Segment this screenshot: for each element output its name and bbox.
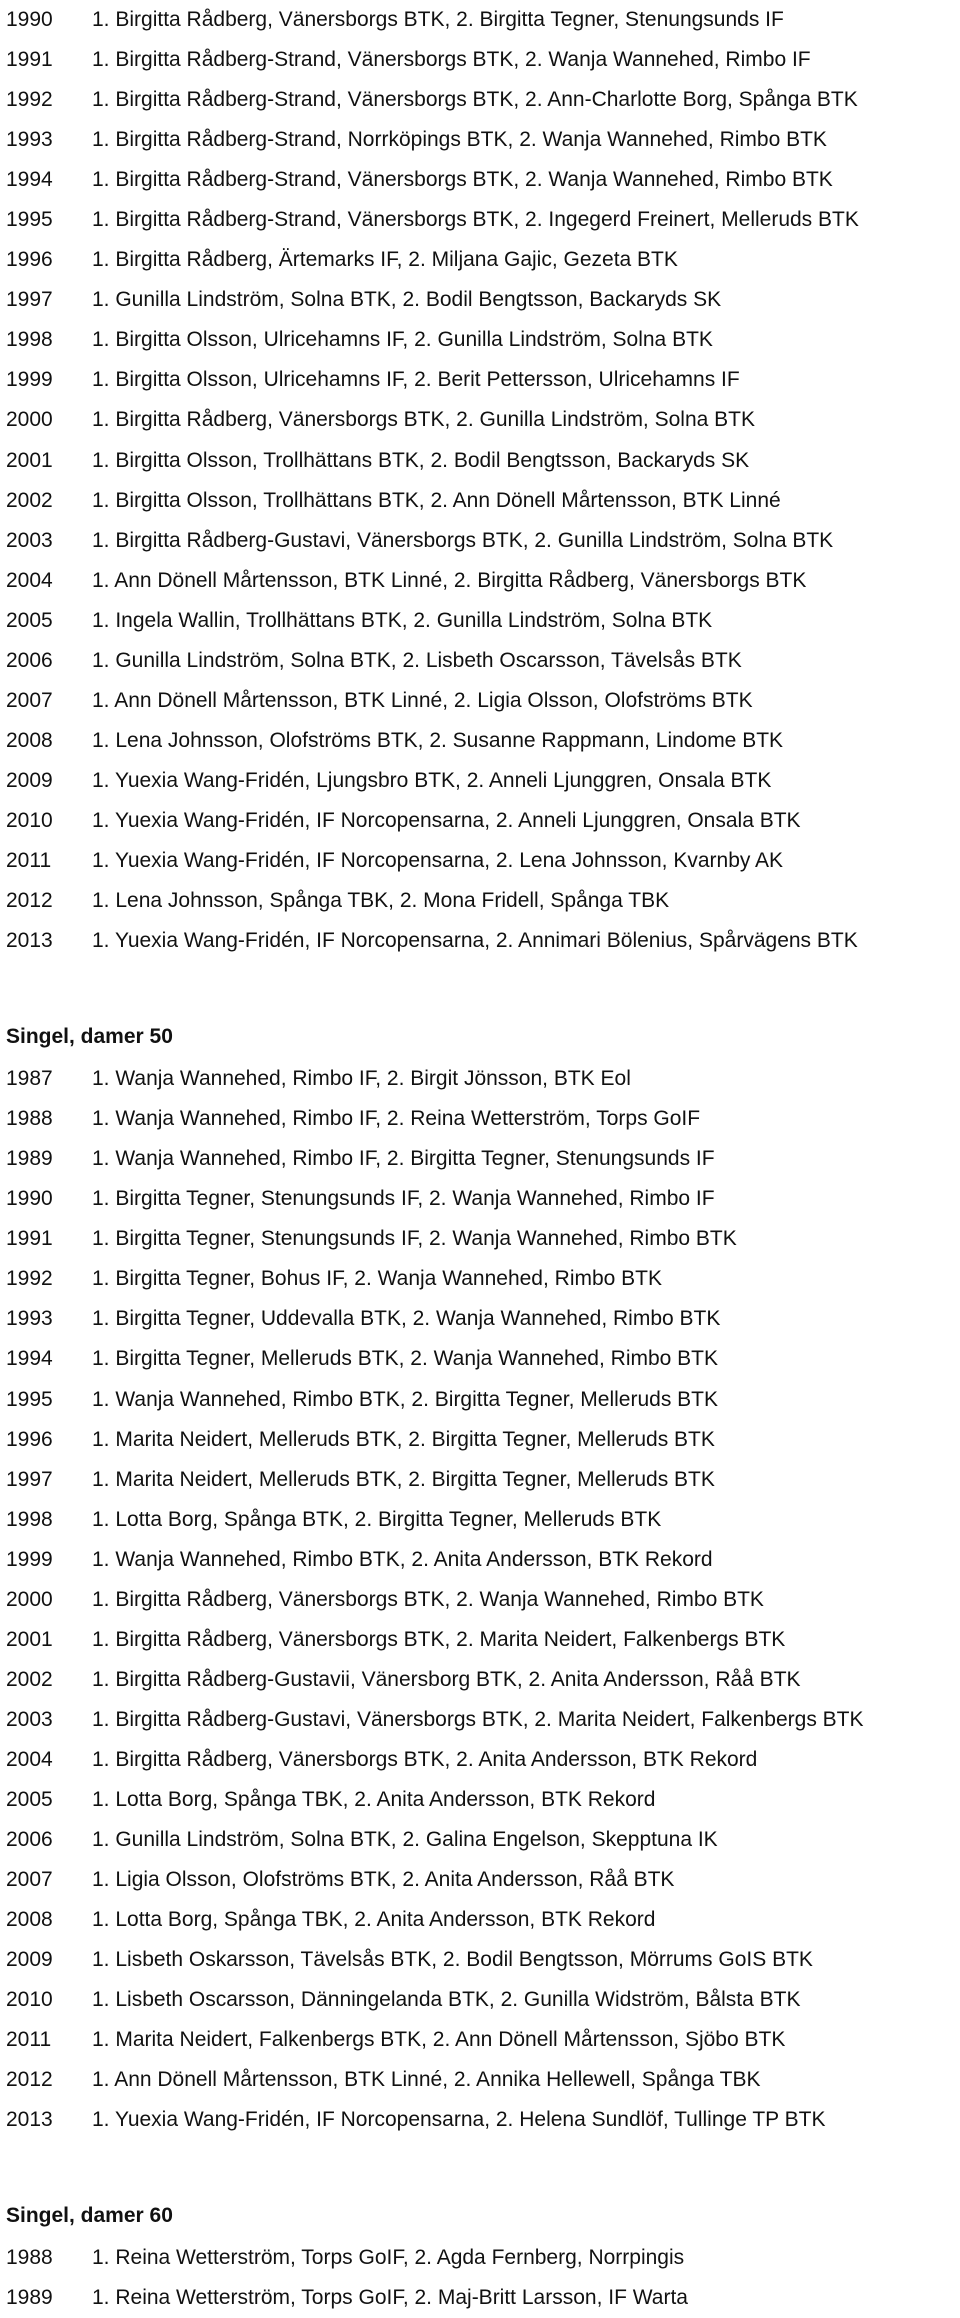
result-year: 2013 [6, 2108, 53, 2132]
result-text: 1. Wanja Wannehed, Rimbo IF, 2. Birgit Jönsson, BTK Eol [92, 1067, 631, 1091]
result-text: 1. Birgitta Rådberg-Gustavi, Vänersborgs BTK, 2. Marita Neidert, Falkenbergs BTK [92, 1707, 864, 1731]
result-text: 1. Birgitta Rådberg-Gustavi, Vänersborgs BTK, 2. Gunilla Lindström, Solna BTK [92, 528, 834, 552]
result-text: 1. Ligia Olsson, Olofströms BTK, 2. Anita Andersson, Råå BTK [92, 1868, 675, 1892]
result-year: 1992 [6, 88, 53, 112]
results-section-damer-60 [0, 2194, 960, 2318]
result-row [0, 2060, 960, 2100]
result-year: 2002 [6, 1667, 53, 1691]
result-year: 2005 [6, 1787, 53, 1811]
result-row [0, 441, 960, 481]
result-row [0, 521, 960, 561]
result-year: 2010 [6, 808, 53, 832]
result-text: 1. Ann Dönell Mårtensson, BTK Linné, 2. Ligia Olsson, Olofströms BTK [92, 688, 753, 712]
result-row [0, 801, 960, 841]
result-text: 1. Birgitta Olsson, Ulricehamns IF, 2. Berit Pettersson, Ulricehamns IF [92, 368, 740, 392]
result-text: 1. Birgitta Rådberg, Vänersborgs BTK, 2. Gunilla Lindström, Solna BTK [92, 408, 755, 432]
result-year: 1993 [6, 1307, 53, 1331]
result-text: 1. Birgitta Rådberg, Vänersborgs BTK, 2. Anita Andersson, BTK Rekord [92, 1747, 758, 1771]
result-row [0, 1860, 960, 1900]
result-row [0, 761, 960, 801]
result-row [0, 80, 960, 120]
result-row [0, 1900, 960, 1940]
result-row [0, 360, 960, 400]
result-year: 2002 [6, 488, 53, 512]
result-text: 1. Marita Neidert, Falkenbergs BTK, 2. Ann Dönell Mårtensson, Sjöbo BTK [92, 2028, 786, 2052]
result-row [0, 1059, 960, 1099]
result-text: 1. Birgitta Rådberg, Vänersborgs BTK, 2. Marita Neidert, Falkenbergs BTK [92, 1627, 786, 1651]
section-spacer [0, 961, 960, 1015]
result-text: 1. Lisbeth Oskarsson, Tävelsås BTK, 2. Bodil Bengtsson, Mörrums GoIS BTK [92, 1948, 813, 1972]
result-year: 1996 [6, 1427, 53, 1451]
result-row [0, 641, 960, 681]
result-text: 1. Birgitta Tegner, Bohus IF, 2. Wanja Wannehed, Rimbo BTK [92, 1267, 663, 1291]
result-year: 2006 [6, 1828, 53, 1852]
result-text: 1. Birgitta Rådberg, Vänersborgs BTK, 2. Wanja Wannehed, Rimbo BTK [92, 1587, 764, 1611]
result-year: 1990 [6, 1187, 53, 1211]
result-row [0, 0, 960, 40]
result-year: 1987 [6, 1067, 53, 1091]
result-year: 1998 [6, 328, 53, 352]
result-text: 1. Lotta Borg, Spånga TBK, 2. Anita Andersson, BTK Rekord [92, 1908, 656, 1932]
section-heading: Singel, damer 50 [6, 1025, 173, 1049]
result-year: 2004 [6, 568, 53, 592]
result-row [0, 1339, 960, 1379]
result-year: 1990 [6, 8, 53, 31]
result-year: 1992 [6, 1267, 53, 1291]
result-year: 2003 [6, 528, 53, 552]
section-spacer [0, 2140, 960, 2194]
result-year: 1999 [6, 368, 53, 392]
result-year: 2010 [6, 1988, 53, 2012]
result-row [0, 1420, 960, 1460]
result-text: 1. Lotta Borg, Spånga TBK, 2. Anita Andersson, BTK Rekord [92, 1787, 656, 1811]
result-text: 1. Wanja Wannehed, Rimbo IF, 2. Reina Wetterström, Torps GoIF [92, 1107, 701, 1131]
result-year: 1997 [6, 288, 53, 312]
result-row [0, 1460, 960, 1500]
section-heading: Singel, damer 60 [6, 2204, 173, 2228]
result-row [0, 1820, 960, 1860]
result-row [0, 1940, 960, 1980]
result-row [0, 1139, 960, 1179]
result-year: 2005 [6, 608, 53, 632]
result-text: 1. Birgitta Rådberg-Gustavii, Vänersborg BTK, 2. Anita Andersson, Råå BTK [92, 1667, 801, 1691]
result-year: 1994 [6, 168, 53, 192]
result-row [0, 2238, 960, 2278]
result-row [0, 1780, 960, 1820]
result-year: 1988 [6, 1107, 53, 1131]
result-text: 1. Birgitta Tegner, Stenungsunds IF, 2. Wanja Wannehed, Rimbo IF [92, 1187, 715, 1211]
result-year: 1995 [6, 208, 53, 232]
result-text: 1. Yuexia Wang-Fridén, Ljungsbro BTK, 2. Anneli Ljunggren, Onsala BTK [92, 768, 772, 792]
result-year: 1999 [6, 1547, 53, 1571]
result-text: 1. Reina Wetterström, Torps GoIF, 2. Maj-Britt Larsson, IF Warta [92, 2286, 688, 2310]
result-row [0, 1700, 960, 1740]
result-row [0, 681, 960, 721]
result-text: 1. Birgitta Rådberg, Vänersborgs BTK, 2. Birgitta Tegner, Stenungsunds IF [92, 8, 784, 31]
result-row [0, 1219, 960, 1259]
result-text: 1. Wanja Wannehed, Rimbo BTK, 2. Anita Andersson, BTK Rekord [92, 1547, 713, 1571]
result-text: 1. Wanja Wannehed, Rimbo BTK, 2. Birgitta Tegner, Melleruds BTK [92, 1387, 719, 1411]
result-text: 1. Birgitta Rådberg-Strand, Vänersborgs BTK, 2. Wanja Wannehed, Rimbo IF [92, 48, 811, 72]
result-text: 1. Reina Wetterström, Torps GoIF, 2. Agda Fernberg, Norrpingis [92, 2246, 685, 2270]
result-text: 1. Birgitta Olsson, Trollhättans BTK, 2. Bodil Bengtsson, Backaryds SK [92, 448, 750, 472]
result-text: 1. Yuexia Wang-Fridén, IF Norcopensarna, 2. Helena Sundlöf, Tullinge TP BTK [92, 2108, 826, 2132]
result-row [0, 2100, 960, 2140]
result-text: 1. Marita Neidert, Melleruds BTK, 2. Birgitta Tegner, Melleruds BTK [92, 1427, 715, 1451]
result-year: 2009 [6, 768, 53, 792]
result-row [0, 841, 960, 881]
result-row [0, 1179, 960, 1219]
result-row [0, 1980, 960, 2020]
result-text: 1. Lisbeth Oscarsson, Dänningelanda BTK, 2. Gunilla Widström, Bålsta BTK [92, 1988, 801, 2012]
result-year: 1998 [6, 1507, 53, 1531]
results-section-top [0, 0, 960, 961]
result-row [0, 2020, 960, 2060]
result-text: 1. Birgitta Olsson, Ulricehamns IF, 2. Gunilla Lindström, Solna BTK [92, 328, 713, 352]
result-text: 1. Yuexia Wang-Fridén, IF Norcopensarna, 2. Lena Johnsson, Kvarnby AK [92, 848, 784, 872]
result-row [0, 481, 960, 521]
result-row [0, 1500, 960, 1540]
result-text: 1. Gunilla Lindström, Solna BTK, 2. Bodil Bengtsson, Backaryds SK [92, 288, 722, 312]
result-year: 1994 [6, 1347, 53, 1371]
result-text: 1. Birgitta Tegner, Melleruds BTK, 2. Wanja Wannehed, Rimbo BTK [92, 1347, 719, 1371]
result-year: 2006 [6, 648, 53, 672]
result-year: 2000 [6, 1587, 53, 1611]
result-row [0, 1259, 960, 1299]
result-year: 1993 [6, 128, 53, 152]
result-row [0, 1099, 960, 1139]
result-text: 1. Marita Neidert, Melleruds BTK, 2. Birgitta Tegner, Melleruds BTK [92, 1467, 715, 1491]
result-text: 1. Ann Dönell Mårtensson, BTK Linné, 2. Annika Hellewell, Spånga TBK [92, 2068, 761, 2092]
result-row [0, 1380, 960, 1420]
result-text: 1. Birgitta Rådberg-Strand, Vänersborgs BTK, 2. Ann-Charlotte Borg, Spånga BTK [92, 88, 858, 112]
result-year: 2011 [6, 2028, 52, 2052]
result-row [0, 400, 960, 440]
result-year: 2009 [6, 1948, 53, 1972]
result-text: 1. Birgitta Rådberg-Strand, Vänersborgs BTK, 2. Wanja Wannehed, Rimbo BTK [92, 168, 833, 192]
result-year: 1997 [6, 1467, 53, 1491]
result-row [0, 40, 960, 80]
results-section-damer-50 [0, 1015, 960, 2140]
result-year: 1996 [6, 248, 53, 272]
result-text: 1. Birgitta Olsson, Trollhättans BTK, 2. Ann Dönell Mårtensson, BTK Linné [92, 488, 781, 512]
result-text: 1. Yuexia Wang-Fridén, IF Norcopensarna, 2. Anneli Ljunggren, Onsala BTK [92, 808, 801, 832]
result-text: 1. Ann Dönell Mårtensson, BTK Linné, 2. Birgitta Rådberg, Vänersborgs BTK [92, 568, 807, 592]
result-year: 1989 [6, 1147, 53, 1171]
result-year: 2007 [6, 1868, 53, 1892]
result-text: 1. Ingela Wallin, Trollhättans BTK, 2. Gunilla Lindström, Solna BTK [92, 608, 713, 632]
result-year: 2003 [6, 1707, 53, 1731]
result-text: 1. Birgitta Rådberg-Strand, Norrköpings BTK, 2. Wanja Wannehed, Rimbo BTK [92, 128, 827, 152]
result-row [0, 120, 960, 160]
result-year: 1991 [6, 1227, 53, 1251]
result-year: 1988 [6, 2246, 53, 2270]
result-year: 1989 [6, 2286, 53, 2310]
result-row [0, 601, 960, 641]
result-year: 2012 [6, 2068, 53, 2092]
result-text: 1. Birgitta Rådberg, Ärtemarks IF, 2. Miljana Gajic, Gezeta BTK [92, 248, 678, 272]
result-row [0, 1540, 960, 1580]
result-year: 1995 [6, 1387, 53, 1411]
result-text: 1. Lena Johnsson, Spånga TBK, 2. Mona Fridell, Spånga TBK [92, 889, 670, 913]
result-row [0, 1299, 960, 1339]
result-text: 1. Lotta Borg, Spånga BTK, 2. Birgitta Tegner, Melleruds BTK [92, 1507, 662, 1531]
result-row [0, 1740, 960, 1780]
result-text: 1. Birgitta Tegner, Stenungsunds IF, 2. Wanja Wannehed, Rimbo BTK [92, 1227, 737, 1251]
result-year: 2008 [6, 728, 53, 752]
result-text: 1. Birgitta Rådberg-Strand, Vänersborgs BTK, 2. Ingegerd Freinert, Melleruds BTK [92, 208, 859, 232]
result-year: 2011 [6, 848, 52, 872]
result-row [0, 1620, 960, 1660]
result-row [0, 1580, 960, 1620]
result-row [0, 240, 960, 280]
result-text: 1. Birgitta Tegner, Uddevalla BTK, 2. Wanja Wannehed, Rimbo BTK [92, 1307, 721, 1331]
result-row [0, 881, 960, 921]
result-text: 1. Gunilla Lindström, Solna BTK, 2. Lisbeth Oscarsson, Tävelsås BTK [92, 648, 742, 672]
result-year: 2008 [6, 1908, 53, 1932]
result-row [0, 1660, 960, 1700]
result-text: 1. Yuexia Wang-Fridén, IF Norcopensarna, 2. Annimari Bölenius, Spårvägens BTK [92, 929, 858, 953]
result-row [0, 2278, 960, 2318]
result-year: 2007 [6, 688, 53, 712]
result-text: 1. Wanja Wannehed, Rimbo IF, 2. Birgitta Tegner, Stenungsunds IF [92, 1147, 715, 1171]
result-year: 2001 [6, 1627, 53, 1651]
result-text: 1. Gunilla Lindström, Solna BTK, 2. Galina Engelson, Skepptuna IK [92, 1828, 718, 1852]
result-year: 2000 [6, 408, 53, 432]
result-row [0, 320, 960, 360]
result-text: 1. Lena Johnsson, Olofströms BTK, 2. Susanne Rappmann, Lindome BTK [92, 728, 784, 752]
result-year: 2013 [6, 929, 53, 953]
result-year: 2012 [6, 889, 53, 913]
result-row [0, 561, 960, 601]
result-row [0, 160, 960, 200]
result-year: 2001 [6, 448, 53, 472]
result-row [0, 200, 960, 240]
result-row [0, 280, 960, 320]
result-year: 1991 [6, 48, 53, 72]
result-year: 2004 [6, 1747, 53, 1771]
result-row [0, 721, 960, 761]
result-row [0, 921, 960, 961]
